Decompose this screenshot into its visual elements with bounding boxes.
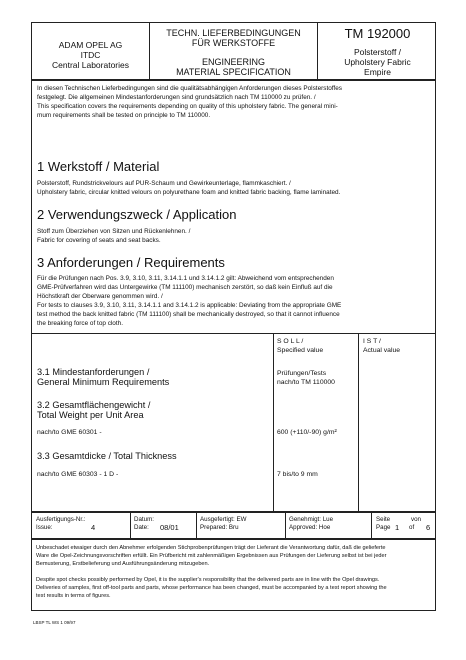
issue-divider xyxy=(285,512,286,539)
intro-line: In diesen Technischen Lieferbedingungen sind die qualitätsabhängigen Anforderungen dieses Polsterstoffes xyxy=(37,85,342,92)
date-cell xyxy=(134,516,179,532)
req-3-3-value: 7 bis/to 9 mm xyxy=(277,471,318,478)
intro-line: This specification covers the requirements depending on quality of this upholstery fabric. The general mini- xyxy=(37,103,338,110)
prepared-cell xyxy=(200,516,246,532)
section2-line: Stoff zum Überziehen von Sitzen und Rückenlehnen. / xyxy=(37,228,191,235)
date-label-de: Datum: xyxy=(134,516,154,523)
issue-label: Issue: xyxy=(36,524,53,531)
date-label: Date: xyxy=(134,524,149,531)
approved-label: Approved: Hoe xyxy=(289,524,331,531)
section2-heading: 2 Verwendungszweck / Application xyxy=(37,207,237,222)
req-3-3-label: 3.3 Gesamtdicke / Total Thickness xyxy=(37,451,177,461)
subject-line2: Upholstery Fabric xyxy=(344,57,411,67)
total-pages: 6 xyxy=(426,523,431,532)
req-3-1-label xyxy=(37,367,169,387)
disclaimer-line: Unbeschadet etwaiger durch den Abnehmer erfolgenden Stichprobenprüfungen trägt der Lieferant die Verantwortung dafür, daß die gelieferte xyxy=(36,545,386,551)
page-cell xyxy=(376,516,434,532)
company-dept: ITDC xyxy=(80,50,101,60)
ist-sublabel: Actual value xyxy=(363,347,401,354)
ist-header xyxy=(363,337,400,355)
section1-line: Upholstery fabric, circular knitted velours on polyurethane foam and knitted fabric backing, flame laminated. xyxy=(37,189,341,196)
req-3-2-de: 3.2 Gesamtflächengewicht / xyxy=(37,400,151,410)
company-lab: Central Laboratories xyxy=(51,60,129,70)
page-value: 1 xyxy=(395,523,400,532)
table-top-rule xyxy=(31,333,436,334)
of-label-de: von xyxy=(411,516,421,523)
issue-divider xyxy=(371,512,372,539)
spec-title-block xyxy=(150,23,318,81)
form-code: LBSP TL WS 1 09/97 xyxy=(33,620,76,625)
req-3-2-en: Total Weight per Unit Area xyxy=(37,410,144,420)
issue-divider xyxy=(130,512,131,539)
document-header xyxy=(31,22,436,80)
section3-text xyxy=(37,274,432,328)
disclaimer-line: Deliveries of samples, first off-tool parts and parts, whose performance has been changed, must be accompanied by a test report showing the xyxy=(36,585,387,591)
title-en-line1: ENGINEERING xyxy=(201,57,265,67)
req-3-1-en: General Minimum Requirements xyxy=(37,377,170,387)
section3-line: test method the back knitted fabric (TM 111100) shall be mechanically destroyed, so that it cannot influence xyxy=(37,311,340,318)
section1-text xyxy=(37,179,432,197)
req-3-2-label xyxy=(37,400,150,420)
issue-divider xyxy=(196,512,197,539)
section1-heading: 1 Werkstoff / Material xyxy=(37,159,160,174)
title-en-line2: MATERIAL SPECIFICATION xyxy=(176,67,291,77)
approved-label-de: Genehmigt: Lue xyxy=(289,516,334,523)
section3-heading: 3 Anforderungen / Requirements xyxy=(37,255,225,270)
soll-header xyxy=(277,337,323,355)
issue-cell xyxy=(36,516,96,532)
req-3-3-method: nach/to GME 60303 - 1 D - xyxy=(37,471,119,478)
prepared-label: Prepared: Bru xyxy=(200,524,239,531)
intro-line: mum requirements shall be tested on principle to TM 110000. xyxy=(37,112,211,119)
title-de-line2: FÜR WERKSTOFFE xyxy=(191,38,276,48)
company-block xyxy=(32,23,150,81)
page-label-de: Seite xyxy=(376,516,391,523)
title-de-line1: TECHN. LIEFERBEDINGUNGEN xyxy=(166,28,301,38)
issue-value: 4 xyxy=(91,523,96,532)
req-3-1-value-line: Prüfungen/Tests xyxy=(277,370,327,377)
section3-line: GME-Prüfverfahren wird das Untergewirke (TM 111100) mechanisch zerstört, so daß kein Einfluß auf die xyxy=(37,284,333,291)
section1-line: Polsterstoff, Rundstrickvelours auf PUR-Schaum und Gewirkeunterlage, flammkaschiert. / xyxy=(37,180,291,187)
section3-line: For tests to clauses 3.9, 3.10, 3.11, 3.14.1.1 and 3.14.1.2 is applicable: Deviating from the appropriate GME xyxy=(37,302,342,309)
req-3-1-value-line: nach/to TM 110000 xyxy=(277,379,335,386)
disclaimer-line: Ware die Opel-Zeichnungsvorschriften erfüllt. Ein Prüfbericht mit zahlenmäßigen Ergebnissen aus Prüfungen der Lieferung selbst ist bei jeder xyxy=(36,553,387,559)
req-3-1-de: 3.1 Mindestanforderungen / xyxy=(37,367,150,377)
tm-block xyxy=(318,23,437,81)
issue-label-de: Ausfertigungs-Nr.: xyxy=(36,516,86,523)
req-3-2-method: nach/to GME 60301 - xyxy=(37,429,102,436)
section3-line: the breaking force of top cloth. xyxy=(37,320,123,327)
prepared-label-de: Ausgefertigt: EW xyxy=(200,516,247,523)
disclaimer-en xyxy=(36,576,434,600)
subject-line1: Polsterstoff / xyxy=(353,47,402,57)
intro-text xyxy=(37,84,432,120)
company-name: ADAM OPEL AG xyxy=(58,40,123,50)
disclaimer-line: test results in terms of figures. xyxy=(36,593,111,599)
req-3-2-value: 600 (+110/-90) g/m² xyxy=(277,429,337,436)
table-col-divider-1 xyxy=(273,333,274,512)
subject-line3: Empire xyxy=(364,67,391,77)
section3-line: Höchstkraft der Oberware genommen wird. / xyxy=(37,293,163,300)
disclaimer-line: Despite spot checks possibly performed by Opel, it is the supplier's responsibility that the delivered parts are in line with the Opel drawings. xyxy=(36,577,380,583)
section3-line: Für die Prüfungen nach Pos. 3.9, 3.10, 3.11, 3.14.1.1 und 3.14.1.2 gilt: Abweichend vom entsprechenden xyxy=(37,275,334,282)
page-label: Page xyxy=(376,524,391,531)
soll-label: S O L L / xyxy=(277,338,304,345)
req-3-1-value xyxy=(277,369,335,387)
table-col-divider-2 xyxy=(358,333,359,512)
of-label: of xyxy=(409,524,415,531)
section2-text xyxy=(37,227,432,245)
disclaimer-line: Bemusterung, Erstbelieferung und Ausführungsänderung mitzugeben. xyxy=(36,561,210,567)
approved-cell xyxy=(289,516,333,532)
date-value: 08/01 xyxy=(160,523,179,532)
ist-label: I S T / xyxy=(363,338,381,345)
intro-line: festgelegt. Die allgemeinen Mindestanforderungen sind grundsätzlich nach TM 110000 zu prüfen. / xyxy=(37,94,316,101)
disclaimer-de xyxy=(36,544,434,568)
section2-line: Fabric for covering of seats and seat backs. xyxy=(37,237,161,244)
soll-sublabel: Specified value xyxy=(277,347,324,354)
tm-number: TM 192000 xyxy=(344,26,411,41)
